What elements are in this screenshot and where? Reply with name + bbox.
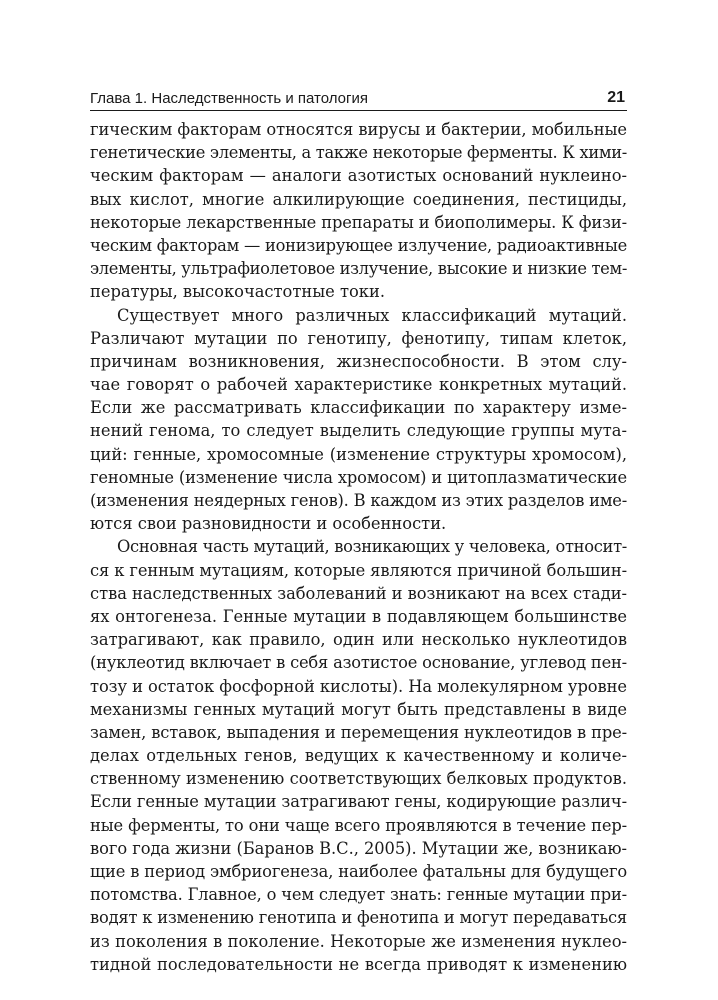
text-line: гическим факторам относятся вирусы и бактерии, мобильные (90, 120, 628, 139)
text-line: ческим факторам — ионизирующее излучение, радиоактивные (90, 235, 628, 255)
chapter-title: Глава 1. Наследственность и патология (90, 90, 368, 107)
text-line: Различают мутации по генотипу, фенотипу, типам клеток, (90, 328, 627, 348)
text-line: Если же рассматривать классификации по характеру изме- (90, 398, 627, 418)
text-line: замен, вставок, выпадения и перемещения нуклеотидов в пре- (90, 722, 628, 742)
text-line: вых кислот, многие алкилирующие соединения, пестициды, (90, 189, 627, 209)
text-line: тидной последовательности не всегда приводят к изменению (90, 954, 627, 974)
text-line: тозу и остаток фосфорной кислоты). На молекулярном уровне (90, 676, 627, 696)
text-line: ства наследственных заболеваний и возникают на всех стади- (90, 583, 627, 603)
text-line: ные ферменты, то они чаще всего проявляются в течение пер- (90, 815, 627, 835)
text-line: (изменения неядерных генов). В каждом из этих разделов име- (90, 491, 627, 510)
text-line: Существует много различных классификаций мутаций. (117, 305, 627, 325)
text-line: элементы, ультрафиолетовое излучение, высокие и низкие тем- (90, 259, 627, 279)
text-line: некоторые лекарственные препараты и биополимеры. К физи- (90, 212, 628, 232)
text-line: из поколения в поколение. Некоторые же изменения нуклео- (90, 931, 627, 951)
text-line: затрагивают, как правило, один или несколько нуклеотидов (90, 630, 627, 650)
text-line: механизмы генных мутаций могут быть представлены в виде (90, 699, 627, 719)
text-line: ческим факторам — аналоги азотистых оснований нуклеино- (90, 166, 627, 186)
text-line: ся к генным мутациям, которые являются причиной большин- (90, 560, 628, 580)
page-number: 21 (607, 89, 625, 106)
text-line: потомства. Главное, о чем следует знать: генные мутации при- (90, 885, 628, 905)
text-line: (нуклеотид включает в себя азотистое основание, углевод пен- (90, 653, 627, 673)
text-line: водят к изменению генотипа и фенотипа и могут передаваться (90, 908, 627, 928)
paragraph-3 (90, 535, 627, 976)
text-line: Если генные мутации затрагивают гены, кодирующие различ- (90, 792, 628, 812)
text-line: ственному изменению соответствующих белковых продуктов. (90, 769, 627, 789)
text-line: вого года жизни (Баранов В.С., 2005). Мутации же, возникаю- (90, 838, 627, 858)
text-line: пературы, высокочастотные токи. (90, 282, 385, 302)
text-line: ях онтогенеза. Генные мутации в подавляющем большинстве (90, 606, 627, 626)
text-line: ются свои разновидности и особенности. (90, 514, 447, 534)
text-line: Основная часть мутаций, возникающих у человека, относит- (117, 537, 628, 557)
text-line: чае говорят о рабочей характеристике конкретных мутаций. (90, 375, 627, 395)
paragraph-1 (90, 118, 627, 304)
paragraph-2 (90, 304, 627, 536)
text-line: причинам возникновения, жизнеспособности. В этом слу- (90, 351, 627, 371)
text-line: делах отдельных генов, ведущих к качественному и количе- (90, 746, 627, 766)
text-line: щие в период эмбриогенеза, наиболее фатальны для будущего (90, 862, 628, 881)
text-line: геномные (изменение числа хромосом) и цитоплазматические (90, 467, 627, 487)
text-line: ций: генные, хромосомные (изменение структуры хромосом), (90, 444, 627, 464)
text-line: нений генома, то следует выделить следующие группы мута- (90, 421, 627, 441)
text-line: генетические элементы, а также некоторые ферменты. К хими- (90, 143, 627, 163)
running-header (90, 86, 627, 111)
body-text (90, 118, 627, 976)
